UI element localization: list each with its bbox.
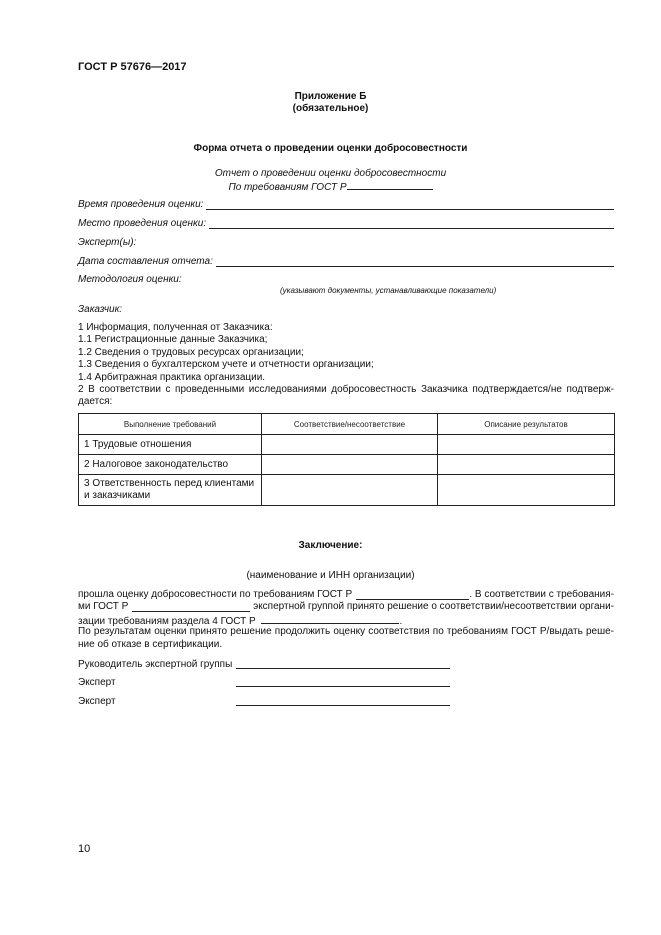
field-time-line[interactable]: [206, 198, 614, 210]
report-title: Отчет о проведении оценки добросовестности: [214, 168, 447, 179]
gost-blank-1[interactable]: [356, 589, 469, 600]
list-item: 1 Информация, полученная от Заказчика:: [78, 322, 273, 333]
list-item: 1.2 Сведения о трудовых ресурсах организации;: [78, 346, 304, 358]
table-cell-conformity[interactable]: [262, 435, 438, 455]
list-item: 1.1 Регистрационные данные Заказчика;: [78, 334, 268, 346]
field-date-line[interactable]: [216, 255, 614, 267]
signature-expert-1-label: Эксперт: [78, 677, 116, 688]
field-place: [78, 215, 614, 229]
field-methodology-label: Методология оценки:: [78, 274, 182, 285]
signature-head-label: Руководитель экспертной группы: [78, 659, 233, 670]
table-row: [79, 435, 615, 455]
table-header-requirements: Выполнение требований: [79, 414, 262, 435]
methodology-hint: (указывают документы, устанавливающие показатели): [280, 286, 497, 295]
table-cell-conformity[interactable]: [262, 455, 438, 475]
appendix-title: Приложение Б: [294, 91, 367, 102]
customer-items: [78, 322, 614, 409]
table-row: [79, 455, 615, 475]
field-experts: [78, 234, 614, 248]
list-item: 1.4 Арбитражная практика организации.: [78, 371, 266, 383]
list-item: 1.3 Сведения о бухгалтерском учете и отчетности организации;: [78, 359, 374, 371]
conclusion-line-4: По результатам оценки принято решение продолжить оценку соответствия по требованиям ГОСТ Р/выдать реше-: [78, 626, 614, 638]
signature-head-line[interactable]: [236, 668, 450, 669]
table-cell-requirement: 2 Налоговое законодательство: [79, 455, 262, 475]
table-cell-description[interactable]: [438, 475, 615, 506]
table-cell-conformity[interactable]: [262, 475, 438, 506]
form-title: Форма отчета о проведении оценки добросовестности: [193, 143, 468, 154]
field-date: [78, 253, 614, 267]
requirement-line: 3 Ответственность перед клиентами: [84, 478, 255, 489]
table-cell-requirement: [79, 475, 262, 506]
gost-blank-2[interactable]: [132, 601, 250, 612]
field-customer-label: Заказчик:: [78, 304, 123, 315]
conclusion-line-5: ние об отказе в сертификации.: [78, 638, 223, 650]
signature-expert-1: [78, 674, 450, 688]
conclusion-text-part: . В соответствии с требования-: [469, 589, 614, 600]
conclusion-line-1: [78, 589, 614, 601]
report-standard-label: По требованиям ГОСТ Р: [228, 182, 347, 193]
requirement-line: и заказчиками: [84, 490, 151, 501]
conclusion-text-part: .: [399, 615, 403, 627]
table-cell-requirement: 1 Трудовые отношения: [79, 435, 262, 455]
field-time-label: Время проведения оценки:: [78, 199, 204, 210]
table-cell-description[interactable]: [438, 435, 615, 455]
field-methodology: [78, 271, 614, 285]
signature-expert-1-line[interactable]: [236, 686, 450, 687]
signature-expert-2-label: Эксперт: [78, 696, 116, 707]
conclusion-text: [78, 589, 614, 651]
item2-line1: 2 В соответствии с проведенными исследованиями добросовестность Заказчика подтверждается/не подтверж-: [78, 383, 614, 395]
signature-expert-2-line[interactable]: [236, 705, 450, 706]
standard-number: ГОСТ Р 57676—2017: [78, 61, 187, 73]
signature-expert-2: [78, 693, 450, 707]
field-experts-label: Эксперт(ы):: [78, 237, 137, 248]
conclusion-line-3: [78, 614, 614, 626]
table-header-description: Описание результатов: [438, 414, 615, 435]
report-standard: [0, 180, 661, 193]
field-place-line[interactable]: [209, 217, 614, 229]
report-standard-blank[interactable]: [347, 180, 433, 190]
gost-blank-3[interactable]: [261, 614, 399, 624]
table-header-row: [79, 414, 615, 435]
page-number: 10: [78, 843, 91, 855]
conclusion-text-part: зации требованиям раздела 4 ГОСТ Р: [78, 615, 256, 627]
conclusion-text-part: прошла оценку добросовестности по требованиям ГОСТ Р: [78, 589, 353, 600]
conclusion-title: Заключение:: [298, 540, 363, 551]
conclusion-line-2: [78, 601, 614, 613]
appendix-note: (обязательное): [292, 103, 369, 114]
field-place-label: Место проведения оценки:: [78, 218, 207, 229]
field-time: [78, 196, 614, 210]
table-row: [79, 475, 615, 506]
field-date-label: Дата составления отчета:: [78, 256, 213, 267]
table-cell-description[interactable]: [438, 455, 615, 475]
conclusion-text-part: ми ГОСТ Р: [78, 601, 129, 613]
org-hint: (наименование и ИНН организации): [246, 570, 415, 581]
conclusion-text-part: экспертной группой принято решение о соответствии/несоответствии органи-: [253, 601, 614, 613]
table-header-conformity: Соответствие/несоответствие: [262, 414, 438, 435]
item2-line2: дается:: [78, 396, 113, 408]
requirements-table: [78, 413, 615, 506]
signature-head: [78, 656, 450, 670]
